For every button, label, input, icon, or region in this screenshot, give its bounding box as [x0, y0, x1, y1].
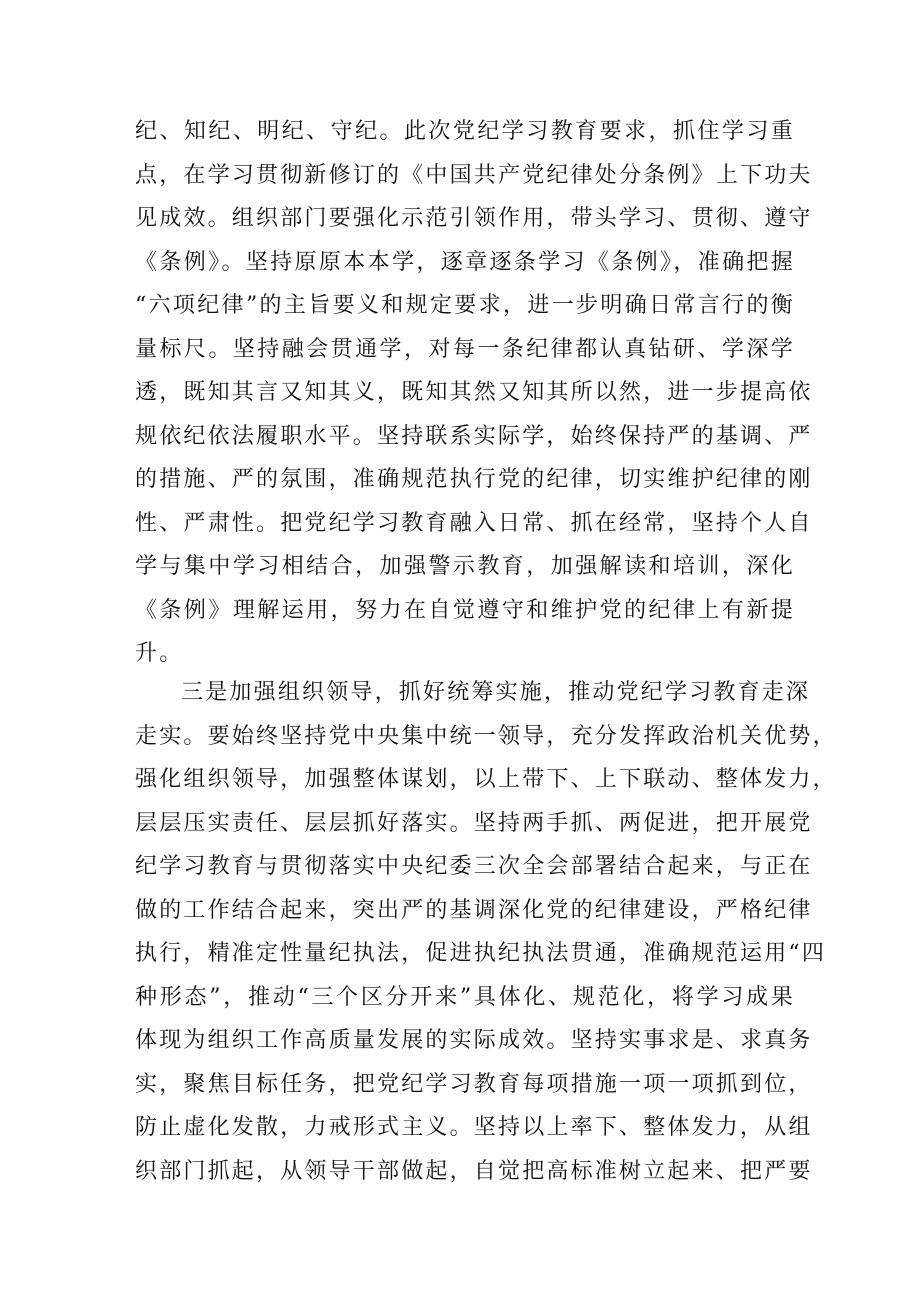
text-line: 《条例》理解运用，努力在自觉遵守和维护党的纪律上有新提 — [135, 597, 795, 623]
text-line: “六项纪律”的主旨要义和规定要求，进一步明确日常言行的衡 — [135, 293, 795, 318]
text-line: 层层压实责任、层层抓好落实。坚持两手抓、两促进，把开展党 — [135, 810, 813, 836]
text-line: 织部门抓起，从领导干部做起，自觉把高标准树立起来、把严要 — [135, 1158, 813, 1184]
text-line: 纪学习教育与贯彻落实中央纪委三次全会部署结合起来，与正在 — [135, 854, 813, 879]
text-line: 的措施、严的氛围，准确规范执行党的纪律，切实维护纪律的刚 — [135, 467, 813, 492]
text-line: 防止虚化发散，力戒形式主义。坚持以上率下、整体发力，从组 — [135, 1115, 813, 1140]
text-line: 量标尺。坚持融会贯通学，对每一条纪律都认真钻研、学深学 — [135, 336, 795, 362]
text-line: 见成效。组织部门要强化示范引领作用，带头学习、贯彻、遵守 — [135, 206, 813, 231]
text-line: 三是加强组织领导，抓好统筹实施，推动党纪学习教育走深 — [181, 680, 811, 705]
text-line: 强化组织领导，加强整体谋划，以上带下、上下联动、整体发力， — [135, 767, 837, 792]
text-line: 种形态”，推动“三个区分开来”具体化、规范化，将学习成果 — [135, 984, 795, 1010]
text-line: 《条例》。坚持原原本本学，逐章逐条学习《条例》，准确把握 — [135, 249, 795, 275]
text-line: 实，聚焦目标任务，把党纪学习教育每项措施一项一项抓到位， — [135, 1071, 813, 1097]
text-line: 走实。要始终坚持党中央集中统一领导，充分发挥政治机关优势， — [135, 723, 837, 749]
text-line: 透，既知其言又知其义，既知其然又知其所以然，进一步提高依 — [135, 380, 813, 405]
text-line: 点，在学习贯彻新修订的《中国共产党纪律处分条例》上下功夫 — [135, 162, 813, 188]
text-line: 学与集中学习相结合，加强警示教育，加强解读和培训，深化 — [135, 554, 795, 579]
text-line: 规依纪依法履职水平。坚持联系实际学，始终保持严的基调、严 — [135, 423, 813, 449]
text-line: 做的工作结合起来，突出严的基调深化党的纪律建设，严格纪律 — [135, 897, 813, 923]
text-line: 性、严肃性。把党纪学习教育融入日常、抓在经常，坚持个人自 — [135, 510, 813, 536]
paragraph-1 — [135, 110, 813, 676]
paragraph-2 — [135, 671, 837, 1193]
text-line: 体现为组织工作高质量发展的实际成效。坚持实事求是、求真务 — [135, 1028, 813, 1053]
text-line: 执行，精准定性量纪执法，促进执纪执法贯通，准确规范运用“四 — [135, 941, 827, 966]
text-line: 纪、知纪、明纪、守纪。此次党纪学习教育要求，抓住学习重 — [135, 119, 795, 144]
text-line: 升。 — [135, 641, 184, 666]
